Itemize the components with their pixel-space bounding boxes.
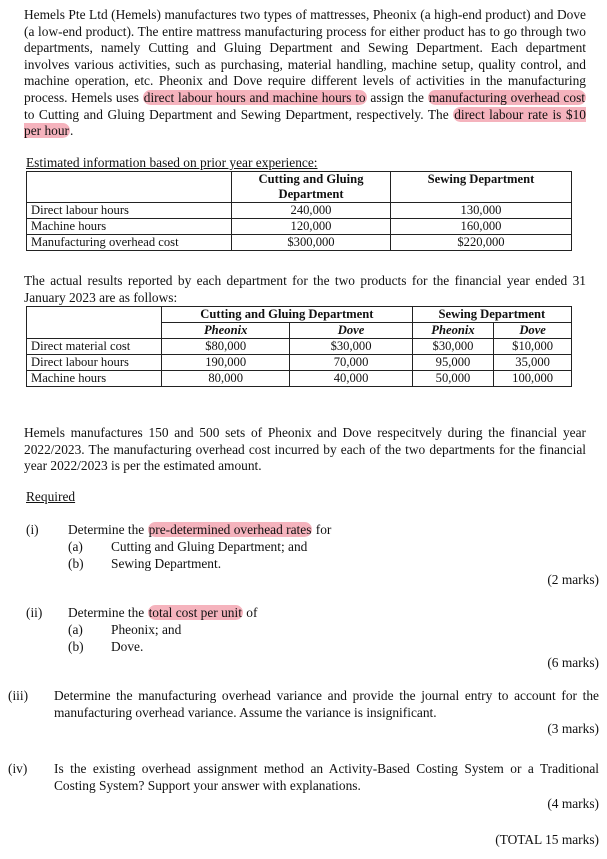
cell-value: $80,000 (162, 339, 290, 355)
q3-text: Determine the manufacturing overhead variance and provide the journal entry to account for the manufacturing overhead variance. Assume the variance is insignificant. (54, 688, 599, 720)
cell-value: $30,000 (412, 339, 494, 355)
intro-text: . (70, 123, 74, 139)
empty-header-cell (27, 307, 162, 339)
header-pheonix: Pheonix (162, 323, 290, 339)
q3-marks: (3 marks) (547, 721, 599, 736)
highlight-manufacturing-overhead: manufacturing overhead cost (428, 89, 586, 105)
intro-text: assign the (366, 89, 428, 105)
table-row (27, 219, 572, 235)
row-label: Direct material cost (27, 339, 162, 355)
empty-header-cell (27, 172, 232, 203)
cell-value: 40,000 (290, 371, 412, 387)
intro-text: to Cutting and Gluing Department and Sewing Department, respectively. The (24, 106, 454, 122)
q2-marks: (6 marks) (547, 655, 599, 670)
q2-post: of (242, 605, 258, 620)
cell-value: 95,000 (412, 355, 494, 371)
q1-number: (i) (26, 522, 39, 537)
header-cutting-gluing: Cutting and Gluing Department (162, 307, 413, 323)
row-label: Manufacturing overhead cost (27, 235, 232, 251)
highlight-predetermined-rates: pre-determined overhead rates (148, 522, 312, 537)
cell-value: 120,000 (232, 219, 391, 235)
cell-value: 130,000 (391, 203, 572, 219)
header-dove: Dove (494, 323, 572, 339)
cell-value: 70,000 (290, 355, 412, 371)
row-label: Direct labour hours (27, 355, 162, 371)
q1a-text: Cutting and Gluing Department; and (111, 539, 308, 554)
header-cutting-gluing: Cutting and Gluing Department (232, 172, 391, 203)
q2-number: (ii) (26, 605, 43, 620)
q2b-number: (b) (68, 639, 84, 654)
q4-text: Is the existing overhead assignment method an Activity-Based Costing System or a Traditional Costing System? Support your answer with explanations. (54, 761, 599, 793)
cell-value: 240,000 (232, 203, 391, 219)
q1-text (68, 522, 331, 539)
table-row (27, 339, 572, 355)
q1-marks: (2 marks) (547, 572, 599, 587)
q4-number: (iv) (8, 761, 28, 776)
q1a-number: (a) (68, 539, 83, 554)
table-row (27, 355, 572, 371)
q2b-text: Dove. (111, 639, 144, 654)
header-pheonix: Pheonix (412, 323, 494, 339)
header-dove: Dove (290, 323, 412, 339)
table-header-row (27, 172, 572, 203)
q1-pre: Determine the (68, 522, 148, 537)
cell-value: $30,000 (290, 339, 412, 355)
q4-marks: (4 marks) (547, 796, 599, 811)
cell-value: 160,000 (391, 219, 572, 235)
actual-results-intro: The actual results reported by each department for the two products for the financial year ended 31 January 2023 are as follows: (24, 273, 586, 305)
cell-value: 80,000 (162, 371, 290, 387)
header-sewing: Sewing Department (412, 307, 571, 323)
row-label: Machine hours (27, 219, 232, 235)
q2a-number: (a) (68, 622, 83, 637)
cell-value: $10,000 (494, 339, 572, 355)
table-row (27, 203, 572, 219)
table-header-row (27, 307, 572, 323)
row-label: Direct labour hours (27, 203, 232, 219)
cell-value: 190,000 (162, 355, 290, 371)
table1-caption: Estimated information based on prior year experience: (26, 155, 318, 170)
table-row (27, 235, 572, 251)
q1b-number: (b) (68, 556, 84, 571)
q3-number: (iii) (8, 688, 29, 703)
q2-text (68, 605, 257, 622)
header-sewing: Sewing Department (391, 172, 572, 203)
intro-text: Hemels Pte Ltd (Hemels) manufactures two types of mattresses, Pheonix (a high-end product) and Dove (a low-end product). The entire mattress manufacturing process for either product has to go through two departments, namely Cutting and Gluing Department and Sewing Department. Each department involves various activities, such as purchasing, material handling, machine setup, quality control, and machine operation, etc. Pheonix and Dove require different levels of activities in the manufacturing process. Hemels uses (24, 7, 586, 105)
q1-post: for (312, 522, 332, 537)
cell-value: $220,000 (391, 235, 572, 251)
cell-value: 100,000 (494, 371, 572, 387)
q2-pre: Determine the (68, 605, 148, 620)
cell-value: 35,000 (494, 355, 572, 371)
estimated-info-table (26, 171, 572, 251)
highlight-direct-labour-rate: direct labour rate is $10 per hour (24, 106, 586, 139)
required-heading: Required (26, 489, 76, 504)
highlight-direct-labour-machine-hours: direct labour hours and machine hours to (143, 89, 366, 105)
highlight-total-cost-per-unit: total cost per unit (148, 605, 242, 620)
q1b-text: Sewing Department. (111, 556, 222, 571)
intro-paragraph (24, 7, 586, 140)
production-note: Hemels manufactures 150 and 500 sets of Pheonix and Dove respecitvely during the financial year 2022/2023. The manufacturing overhead cost incurred by each of the two departments for the financial year 2022/2023 is per the estimated amount. (24, 425, 586, 474)
actual-results-table (26, 306, 572, 387)
table-row (27, 371, 572, 387)
cell-value: $300,000 (232, 235, 391, 251)
cell-value: 50,000 (412, 371, 494, 387)
row-label: Machine hours (27, 371, 162, 387)
total-marks: (TOTAL 15 marks) (495, 832, 599, 847)
q2a-text: Pheonix; and (111, 622, 182, 637)
